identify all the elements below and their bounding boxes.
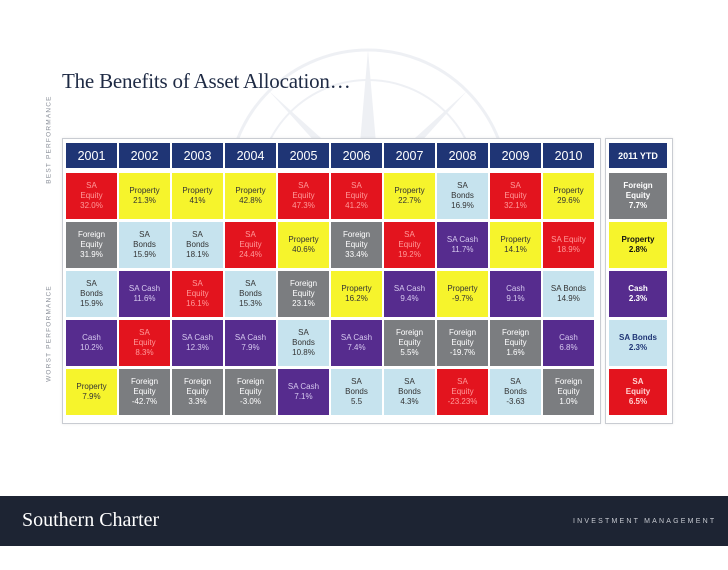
cell-text: Property 41%: [182, 186, 213, 205]
cell-text: SA Equity 32.1%: [504, 181, 527, 210]
cell-text: SA Bonds -3.63: [504, 377, 527, 406]
cell-text: Cash 2.3%: [628, 284, 648, 303]
ytd-cell: [609, 369, 667, 415]
best-performance-label: BEST PERFORMANCE: [45, 95, 53, 184]
cell-text: SA Bonds 4.3%: [398, 377, 421, 406]
cell-text: Foreign Equity 7.7%: [623, 181, 653, 210]
grid-cell: [172, 320, 223, 366]
grid-cell: [331, 222, 382, 268]
grid-cell: [278, 369, 329, 415]
grid-cell: [225, 173, 276, 219]
cell-text: Property 2.8%: [621, 235, 655, 254]
grid-cell: [66, 173, 117, 219]
ytd-cell: [609, 222, 667, 268]
cell-text: Property 7.9%: [76, 382, 107, 401]
cell-text: SA Cash 11.6%: [128, 284, 161, 303]
grid-cell: [437, 369, 488, 415]
cell-text: SA Bonds 14.9%: [550, 284, 587, 303]
grid-cell: [331, 320, 382, 366]
cell-text: SA Bonds 15.9%: [80, 279, 103, 308]
cell-text: SA Bonds 18.1%: [186, 230, 209, 259]
cell-text: Foreign Equity 1.6%: [501, 328, 530, 357]
cell-text: SA Equity 6.5%: [625, 377, 651, 406]
grid-cell: [119, 320, 170, 366]
worst-performance-label: WORST PERFORMANCE: [45, 285, 53, 382]
cell-text: SA Cash 7.4%: [340, 333, 373, 352]
grid-cell: [225, 320, 276, 366]
year-header-2008: 2008: [437, 143, 488, 168]
cell-text: Foreign Equity 33.4%: [342, 230, 371, 259]
year-header-2006: 2006: [331, 143, 382, 168]
ytd-cell: [609, 173, 667, 219]
cell-text: SA Cash 7.9%: [234, 333, 267, 352]
grid-cell: [278, 173, 329, 219]
cell-text: SA Bonds 15.3%: [239, 279, 262, 308]
grid-cell: [543, 369, 594, 415]
grid-cell: [331, 369, 382, 415]
cell-text: SA Bonds 10.8%: [292, 328, 315, 357]
grid-cell: [437, 222, 488, 268]
grid-cell: [278, 271, 329, 317]
cell-text: SA Equity 24.4%: [239, 230, 262, 259]
cell-text: SA Cash 7.1%: [287, 382, 320, 401]
grid-cell: [437, 271, 488, 317]
ytd-cell: [609, 320, 667, 366]
slide-title: The Benefits of Asset Allocation…: [62, 69, 351, 93]
cell-text: SA Cash 9.4%: [393, 284, 426, 303]
grid-cell: [66, 369, 117, 415]
grid-cell: [437, 320, 488, 366]
grid-cell: [278, 222, 329, 268]
cell-text: SA Equity 8.3%: [133, 328, 156, 357]
grid-cell: [384, 222, 435, 268]
cell-text: Cash 9.1%: [506, 284, 525, 303]
grid-cell: [384, 369, 435, 415]
grid-cell: [225, 369, 276, 415]
cell-text: Foreign Equity 31.9%: [77, 230, 106, 259]
grid-cell: [331, 173, 382, 219]
grid-cell: [437, 173, 488, 219]
cell-text: Foreign Equity -3.0%: [236, 377, 265, 406]
cell-text: SA Equity 18.9%: [551, 235, 586, 254]
grid-cell: [490, 369, 541, 415]
grid-cell: [66, 222, 117, 268]
grid-cell: [490, 173, 541, 219]
cell-text: SA Cash 11.7%: [446, 235, 479, 254]
cell-text: Property -9.7%: [447, 284, 478, 303]
cell-text: Property 40.6%: [288, 235, 319, 254]
grid-cell: [490, 271, 541, 317]
grid-cell: [119, 222, 170, 268]
year-header-2009: 2009: [490, 143, 541, 168]
cell-text: SA Equity -23.23%: [447, 377, 478, 406]
cell-text: SA Equity 16.1%: [186, 279, 209, 308]
grid-cell: [384, 320, 435, 366]
grid-cell: [543, 271, 594, 317]
cell-text: SA Bonds 16.9%: [451, 181, 474, 210]
cell-text: Foreign Equity 3.3%: [183, 377, 212, 406]
grid-cell: [225, 271, 276, 317]
grid-cell: [543, 222, 594, 268]
year-header-2010: 2010: [543, 143, 594, 168]
grid-cell: [172, 271, 223, 317]
cell-text: Foreign Equity -42.7%: [130, 377, 159, 406]
cell-text: SA Equity 47.3%: [292, 181, 315, 210]
grid-cell: [490, 320, 541, 366]
year-header-2004: 2004: [225, 143, 276, 168]
cell-text: SA Cash 12.3%: [181, 333, 214, 352]
cell-text: SA Bonds 15.9%: [133, 230, 156, 259]
cell-text: Property 16.2%: [341, 284, 372, 303]
cell-text: Foreign Equity 1.0%: [554, 377, 583, 406]
grid-cell: [66, 320, 117, 366]
grid-cell: [225, 222, 276, 268]
year-header-2003: 2003: [172, 143, 223, 168]
cell-text: SA Bonds 5.5: [345, 377, 368, 406]
cell-text: Cash 6.8%: [559, 333, 578, 352]
cell-text: SA Bonds 2.3%: [619, 333, 657, 352]
brand-logo-text: Southern Charter: [22, 509, 160, 531]
grid-cell: [543, 173, 594, 219]
year-header-2005: 2005: [278, 143, 329, 168]
year-header-2007: 2007: [384, 143, 435, 168]
cell-text: SA Equity 41.2%: [345, 181, 368, 210]
brand-tagline: INVESTMENT MANAGEMENT: [573, 518, 717, 525]
grid-cell: [119, 173, 170, 219]
grid-cell: [490, 222, 541, 268]
grid-cell: [119, 369, 170, 415]
ytd-header: 2011 YTD: [609, 143, 667, 168]
cell-text: Cash 10.2%: [80, 333, 103, 352]
year-header-2001: 2001: [66, 143, 117, 168]
cell-text: Foreign Equity -19.7%: [448, 328, 477, 357]
grid-cell: [384, 173, 435, 219]
cell-text: Foreign Equity 23.1%: [289, 279, 318, 308]
grid-cell: [384, 271, 435, 317]
ytd-cell: [609, 271, 667, 317]
grid-cell: [172, 222, 223, 268]
grid-cell: [172, 173, 223, 219]
cell-text: Foreign Equity 5.5%: [395, 328, 424, 357]
year-header-2002: 2002: [119, 143, 170, 168]
grid-cell: [66, 271, 117, 317]
grid-cell: [331, 271, 382, 317]
cell-text: Property 22.7%: [394, 186, 425, 205]
grid-cell: [172, 369, 223, 415]
cell-text: SA Equity 19.2%: [398, 230, 421, 259]
cell-text: SA Equity 32.0%: [80, 181, 103, 210]
cell-text: Property 29.6%: [553, 186, 584, 205]
grid-cell: [543, 320, 594, 366]
cell-text: Property 21.3%: [129, 186, 160, 205]
cell-text: Property 42.8%: [235, 186, 266, 205]
grid-cell: [119, 271, 170, 317]
grid-cell: [278, 320, 329, 366]
cell-text: Property 14.1%: [500, 235, 531, 254]
